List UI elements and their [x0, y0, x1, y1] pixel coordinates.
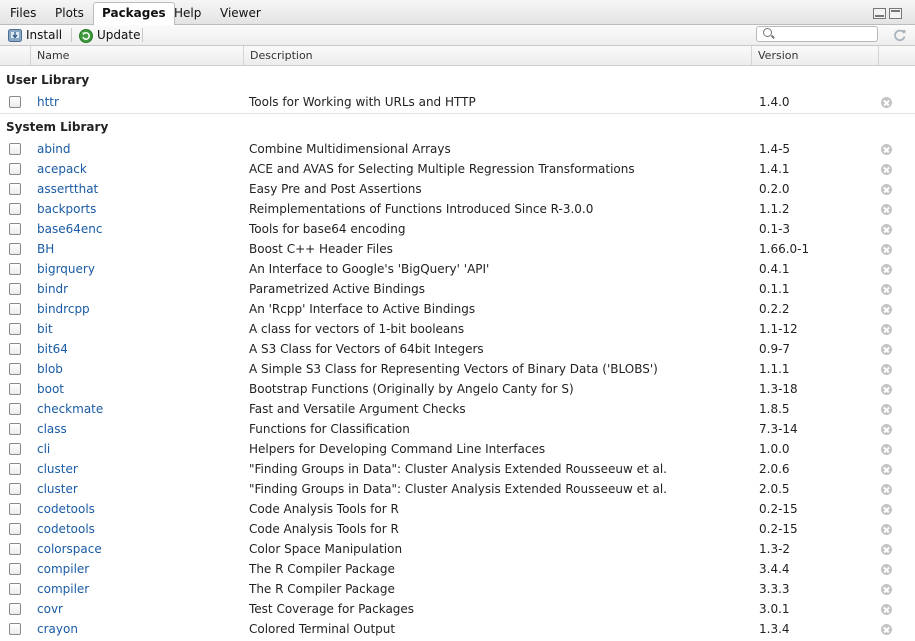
- maximize-pane-icon[interactable]: [889, 8, 902, 19]
- package-row: [0, 379, 915, 399]
- package-row: [0, 359, 915, 379]
- package-description: ACE and AVAS for Selecting Multiple Regression Transformations: [249, 162, 635, 176]
- column-header-version[interactable]: Version: [751, 46, 878, 65]
- package-row: [0, 259, 915, 279]
- remove-package-icon[interactable]: [881, 144, 892, 155]
- package-version: 7.3-14: [759, 422, 798, 436]
- remove-package-icon[interactable]: [881, 404, 892, 415]
- package-row: [0, 579, 915, 599]
- package-version: 0.2-15: [759, 502, 798, 516]
- package-row: [0, 439, 915, 459]
- package-load-checkbox[interactable]: [9, 343, 21, 355]
- package-load-checkbox[interactable]: [9, 483, 21, 495]
- package-version: 1.4.0: [759, 95, 790, 109]
- remove-package-icon[interactable]: [881, 544, 892, 555]
- remove-package-icon[interactable]: [881, 564, 892, 575]
- package-description: Bootstrap Functions (Originally by Angelo Canty for S): [249, 382, 574, 396]
- package-load-checkbox[interactable]: [9, 243, 21, 255]
- package-row: [0, 92, 915, 112]
- package-name-link[interactable]: codetools: [37, 522, 95, 536]
- remove-package-icon[interactable]: [881, 584, 892, 595]
- package-row: [0, 599, 915, 619]
- package-row: [0, 199, 915, 219]
- package-version: 0.2.0: [759, 182, 790, 196]
- tab-files[interactable]: Files: [10, 6, 37, 20]
- column-header-remove: [878, 46, 915, 65]
- package-name-link[interactable]: backports: [37, 202, 97, 216]
- package-version: 3.4.4: [759, 562, 790, 576]
- package-name-link[interactable]: cluster: [37, 482, 78, 496]
- package-name-link[interactable]: crayon: [37, 622, 78, 636]
- package-description: Code Analysis Tools for R: [249, 522, 399, 536]
- package-name-link[interactable]: bindr: [37, 282, 69, 296]
- remove-package-icon[interactable]: [881, 344, 892, 355]
- package-version: 1.8.5: [759, 402, 790, 416]
- remove-package-icon[interactable]: [881, 284, 892, 295]
- package-load-checkbox[interactable]: [9, 403, 21, 415]
- package-name-link[interactable]: cluster: [37, 462, 78, 476]
- package-row: [0, 219, 915, 239]
- package-description: Functions for Classification: [249, 422, 410, 436]
- update-icon: [79, 29, 93, 43]
- packages-toolbar: [0, 25, 915, 46]
- package-name-link[interactable]: bigrquery: [37, 262, 95, 276]
- package-load-checkbox[interactable]: [9, 543, 21, 555]
- package-version: 1.66.0-1: [759, 242, 810, 256]
- install-label: Install: [26, 28, 63, 42]
- package-row: [0, 279, 915, 299]
- column-header-description[interactable]: Description: [243, 46, 751, 65]
- remove-package-icon[interactable]: [881, 424, 892, 435]
- package-version: 1.4.1: [759, 162, 790, 176]
- package-description: A S3 Class for Vectors of 64bit Integers: [249, 342, 484, 356]
- remove-package-icon[interactable]: [881, 164, 892, 175]
- package-description: "Finding Groups in Data": Cluster Analysis Extended Rousseeuw et al.: [249, 482, 667, 496]
- package-name-link[interactable]: codetools: [37, 502, 95, 516]
- package-version: 0.2.2: [759, 302, 790, 316]
- package-row: [0, 319, 915, 339]
- package-version: 0.1-3: [759, 222, 791, 236]
- system-library-heading: System Library: [6, 120, 109, 134]
- toolbar-separator: [142, 28, 143, 42]
- refresh-icon[interactable]: [893, 28, 907, 42]
- package-load-checkbox[interactable]: [9, 303, 21, 315]
- package-row: [0, 559, 915, 579]
- install-icon: [8, 29, 22, 42]
- remove-package-icon[interactable]: [881, 624, 892, 635]
- package-name-link[interactable]: compiler: [37, 562, 90, 576]
- remove-package-icon[interactable]: [881, 604, 892, 615]
- package-load-checkbox[interactable]: [9, 203, 21, 215]
- package-load-checkbox[interactable]: [9, 563, 21, 575]
- package-name-link[interactable]: checkmate: [37, 402, 104, 416]
- package-name-link[interactable]: cli: [37, 442, 51, 456]
- remove-package-icon[interactable]: [881, 264, 892, 275]
- package-description: Easy Pre and Post Assertions: [249, 182, 422, 196]
- package-version: 1.3-2: [759, 542, 791, 556]
- remove-package-icon[interactable]: [881, 484, 892, 495]
- remove-package-icon[interactable]: [881, 524, 892, 535]
- package-description: Test Coverage for Packages: [249, 602, 415, 616]
- package-load-checkbox[interactable]: [9, 143, 21, 155]
- remove-package-icon[interactable]: [881, 304, 892, 315]
- remove-package-icon[interactable]: [881, 364, 892, 375]
- package-description: Code Analysis Tools for R: [249, 502, 399, 516]
- package-description: Parametrized Active Bindings: [249, 282, 426, 296]
- package-row: [0, 479, 915, 499]
- package-description: A class for vectors of 1-bit booleans: [249, 322, 465, 336]
- toolbar-separator: [71, 28, 72, 42]
- package-name-link[interactable]: colorspace: [37, 542, 102, 556]
- remove-package-icon[interactable]: [881, 504, 892, 515]
- package-load-checkbox[interactable]: [9, 503, 21, 515]
- package-load-checkbox[interactable]: [9, 623, 21, 635]
- package-version: 1.1-12: [759, 322, 798, 336]
- section-divider: [0, 113, 915, 114]
- package-name-link[interactable]: compiler: [37, 582, 90, 596]
- package-search-input[interactable]: [756, 26, 878, 42]
- remove-package-icon[interactable]: [881, 224, 892, 235]
- tab-packages[interactable]: Packages: [93, 2, 175, 26]
- package-name-link[interactable]: httr: [37, 95, 59, 109]
- tab-help[interactable]: Help: [174, 6, 202, 20]
- package-version: 0.9-7: [759, 342, 791, 356]
- package-row: [0, 519, 915, 539]
- package-load-checkbox[interactable]: [9, 283, 21, 295]
- package-load-checkbox[interactable]: [9, 423, 21, 435]
- package-load-checkbox[interactable]: [9, 96, 21, 108]
- package-name-link[interactable]: bit: [37, 322, 53, 336]
- package-description: An 'Rcpp' Interface to Active Bindings: [249, 302, 476, 316]
- package-row: [0, 299, 915, 319]
- packages-table-header: [0, 46, 915, 66]
- package-version: 1.3-18: [759, 382, 798, 396]
- package-version: 2.0.5: [759, 482, 790, 496]
- package-name-link[interactable]: assertthat: [37, 182, 99, 196]
- package-load-checkbox[interactable]: [9, 523, 21, 535]
- package-name-link[interactable]: class: [37, 422, 67, 436]
- package-row: [0, 239, 915, 259]
- package-version: 0.1.1: [759, 282, 790, 296]
- package-name-link[interactable]: BH: [37, 242, 55, 256]
- package-version: 1.4-5: [759, 142, 791, 156]
- install-button[interactable]: [8, 26, 62, 44]
- package-description: Reimplementations of Functions Introduced Since R-3.0.0: [249, 202, 594, 216]
- package-load-checkbox[interactable]: [9, 443, 21, 455]
- package-description: Helpers for Developing Command Line Interfaces: [249, 442, 546, 456]
- package-description: Tools for base64 encoding: [249, 222, 406, 236]
- package-description: Colored Terminal Output: [249, 622, 396, 636]
- package-version: 1.3.4: [759, 622, 790, 636]
- remove-package-icon[interactable]: [881, 97, 892, 108]
- package-load-checkbox[interactable]: [9, 323, 21, 335]
- search-icon: [763, 28, 772, 37]
- package-row: [0, 459, 915, 479]
- remove-package-icon[interactable]: [881, 324, 892, 335]
- package-version: 1.1.1: [759, 362, 790, 376]
- package-description: Fast and Versatile Argument Checks: [249, 402, 466, 416]
- tab-plots[interactable]: Plots: [55, 6, 84, 20]
- update-button[interactable]: [79, 26, 140, 44]
- package-version: 0.2-15: [759, 522, 798, 536]
- pane-tab-bar: [0, 0, 915, 25]
- package-description: Color Space Manipulation: [249, 542, 403, 556]
- package-description: "Finding Groups in Data": Cluster Analysis Extended Rousseeuw et al.: [249, 462, 667, 476]
- package-load-checkbox[interactable]: [9, 263, 21, 275]
- package-load-checkbox[interactable]: [9, 603, 21, 615]
- tab-viewer[interactable]: Viewer: [220, 6, 261, 20]
- package-version: 0.4.1: [759, 262, 790, 276]
- package-version: 3.0.1: [759, 602, 790, 616]
- package-name-link[interactable]: abind: [37, 142, 71, 156]
- package-row: [0, 419, 915, 439]
- package-row: [0, 499, 915, 519]
- package-row: [0, 399, 915, 419]
- package-description: The R Compiler Package: [249, 582, 395, 596]
- package-row: [0, 539, 915, 559]
- package-name-link[interactable]: boot: [37, 382, 65, 396]
- package-description: Tools for Working with URLs and HTTP: [249, 95, 476, 109]
- user-library-heading: User Library: [6, 73, 90, 87]
- package-name-link[interactable]: blob: [37, 362, 63, 376]
- column-header-name[interactable]: Name: [30, 46, 243, 65]
- package-load-checkbox[interactable]: [9, 223, 21, 235]
- package-name-link[interactable]: bit64: [37, 342, 68, 356]
- package-row: [0, 159, 915, 179]
- package-row: [0, 179, 915, 199]
- package-load-checkbox[interactable]: [9, 463, 21, 475]
- package-description: Combine Multidimensional Arrays: [249, 142, 451, 156]
- remove-package-icon[interactable]: [881, 464, 892, 475]
- package-row: [0, 339, 915, 359]
- package-description: Boost C++ Header Files: [249, 242, 393, 256]
- package-load-checkbox[interactable]: [9, 583, 21, 595]
- package-load-checkbox[interactable]: [9, 163, 21, 175]
- remove-package-icon[interactable]: [881, 444, 892, 455]
- package-description: An Interface to Google's 'BigQuery' 'API': [249, 262, 490, 276]
- package-name-link[interactable]: covr: [37, 602, 63, 616]
- remove-package-icon[interactable]: [881, 384, 892, 395]
- package-version: 3.3.3: [759, 582, 790, 596]
- package-row: [0, 619, 915, 639]
- remove-package-icon[interactable]: [881, 244, 892, 255]
- package-load-checkbox[interactable]: [9, 383, 21, 395]
- package-load-checkbox[interactable]: [9, 363, 21, 375]
- package-name-link[interactable]: base64enc: [37, 222, 103, 236]
- package-version: 1.1.2: [759, 202, 790, 216]
- remove-package-icon[interactable]: [881, 204, 892, 215]
- minimize-pane-icon[interactable]: [873, 8, 886, 19]
- update-label: Update: [97, 28, 141, 42]
- package-load-checkbox[interactable]: [9, 183, 21, 195]
- package-description: The R Compiler Package: [249, 562, 395, 576]
- package-version: 1.0.0: [759, 442, 790, 456]
- package-row: [0, 139, 915, 159]
- package-name-link[interactable]: bindrcpp: [37, 302, 90, 316]
- package-version: 2.0.6: [759, 462, 790, 476]
- package-name-link[interactable]: acepack: [37, 162, 87, 176]
- package-description: A Simple S3 Class for Representing Vectors of Binary Data ('BLOBS'): [249, 362, 658, 376]
- remove-package-icon[interactable]: [881, 184, 892, 195]
